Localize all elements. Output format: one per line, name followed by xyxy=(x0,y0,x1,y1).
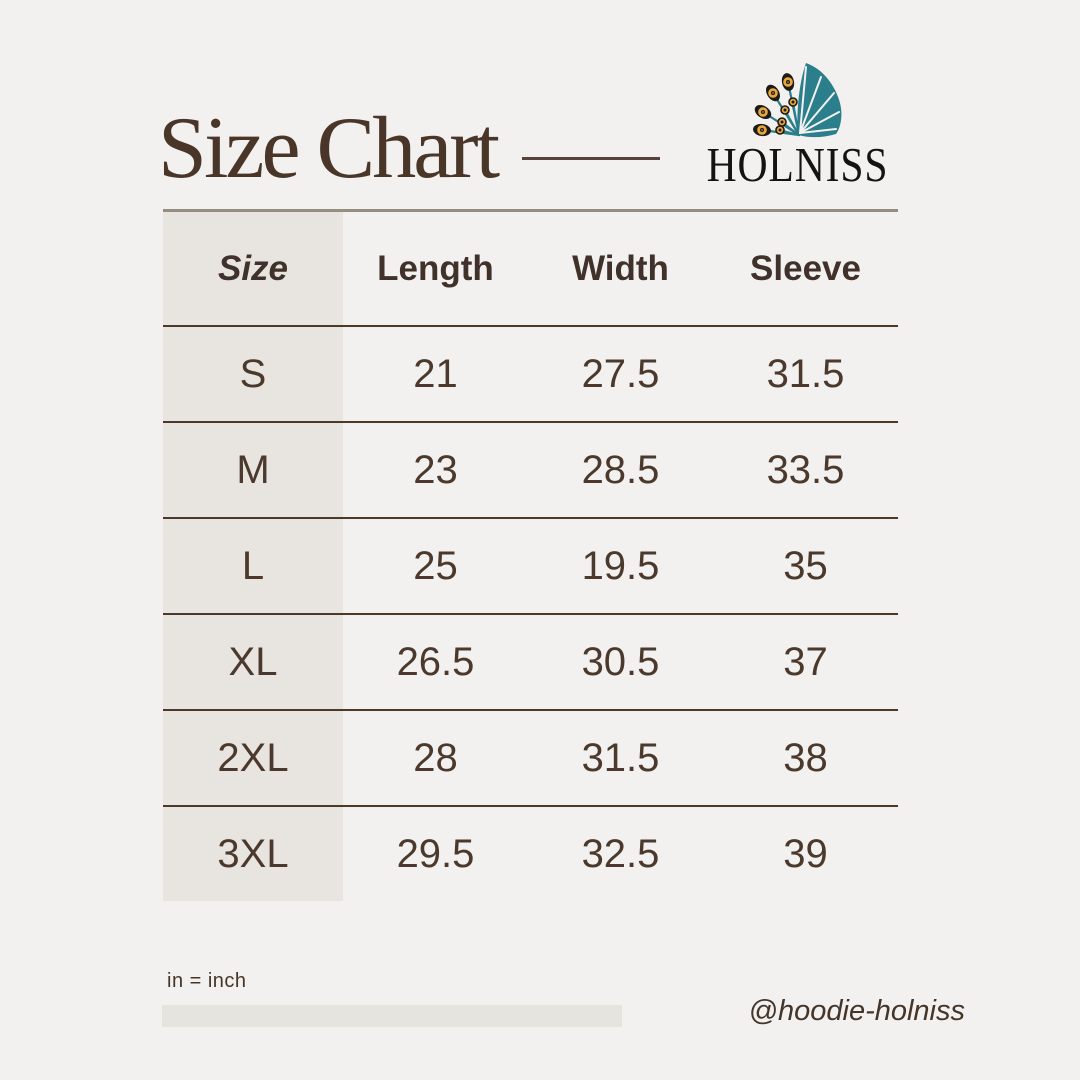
unit-note: in = inch xyxy=(167,970,247,992)
sleeve-cell: 38 xyxy=(783,735,828,780)
title-dash-line xyxy=(522,157,660,160)
width-cell: 32.5 xyxy=(581,831,660,876)
table-row-s xyxy=(163,325,898,421)
table-row-m xyxy=(163,421,898,517)
sleeve-cell: 31.5 xyxy=(766,351,845,396)
table-row-3xl xyxy=(163,805,898,901)
size-table xyxy=(163,209,898,901)
column-header-size: Size xyxy=(163,212,343,325)
header-row xyxy=(163,212,898,325)
sleeve-cell: 35 xyxy=(783,543,828,588)
size-cell: M xyxy=(163,423,343,517)
width-cell: 27.5 xyxy=(581,351,660,396)
length-cell: 21 xyxy=(413,351,458,396)
table-row-l xyxy=(163,517,898,613)
brand-name: HOLNISS xyxy=(706,137,889,192)
width-cell: 19.5 xyxy=(581,543,660,588)
width-cell: 28.5 xyxy=(581,447,660,492)
peacock-leaf-icon xyxy=(725,55,850,145)
sleeve-cell: 37 xyxy=(783,639,828,684)
width-cell: 30.5 xyxy=(581,639,660,684)
size-cell: 3XL xyxy=(163,807,343,901)
length-cell: 25 xyxy=(413,543,458,588)
length-cell: 28 xyxy=(413,735,458,780)
column-header-length: Length xyxy=(377,248,494,288)
size-cell: S xyxy=(163,327,343,421)
sleeve-cell: 39 xyxy=(783,831,828,876)
footer-bar xyxy=(162,1005,622,1027)
leaf-shape xyxy=(797,63,841,137)
length-cell: 29.5 xyxy=(396,831,475,876)
table-row-xl xyxy=(163,613,898,709)
size-cell: 2XL xyxy=(163,711,343,805)
table-row-2xl xyxy=(163,709,898,805)
size-cell: XL xyxy=(163,615,343,709)
size-cell: L xyxy=(163,519,343,613)
social-handle: @hoodie-holniss xyxy=(748,995,965,1027)
page-title: Size Chart xyxy=(158,100,498,197)
length-cell: 26.5 xyxy=(396,639,475,684)
width-cell: 31.5 xyxy=(581,735,660,780)
sleeve-cell: 33.5 xyxy=(766,447,845,492)
column-header-sleeve: Sleeve xyxy=(750,248,861,288)
length-cell: 23 xyxy=(413,447,458,492)
column-header-width: Width xyxy=(572,248,669,288)
